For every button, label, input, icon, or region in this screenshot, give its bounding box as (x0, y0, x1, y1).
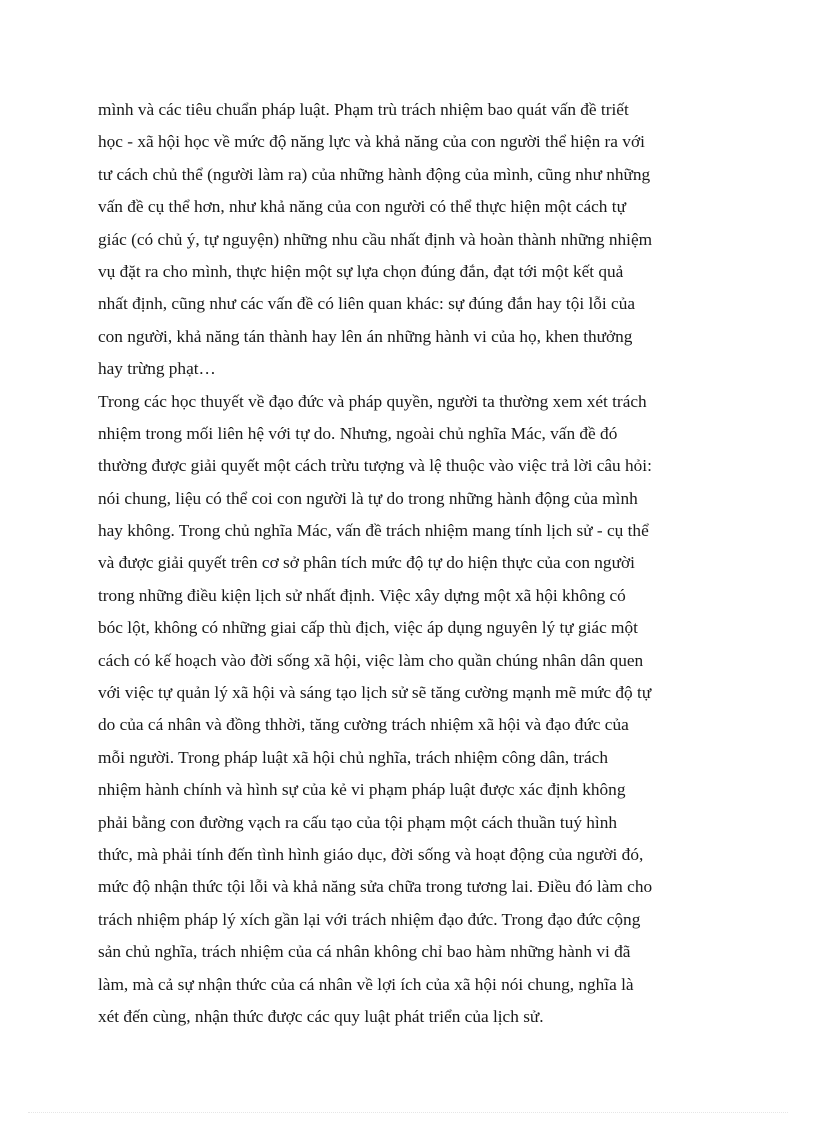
text-line: giác (có chủ ý, tự nguyện) những nhu cầu nhất định và hoàn thành những nhiệm (98, 229, 653, 249)
text-line: thức, mà phải tính đến tình hình giáo dục, đời sống và hoạt động của người đó, (98, 844, 644, 864)
text-line: thường được giải quyết một cách trừu tượng và lệ thuộc vào việc trả lời câu hỏi: (98, 456, 652, 476)
text-line: làm, mà cả sự nhận thức của cá nhân về lợi ích của xã hội nói chung, nghĩa là (98, 974, 634, 994)
paragraph-start-line: Trong các học thuyết về đạo đức và pháp quyền, người ta thường xem xét trách (98, 391, 647, 411)
text-line: hay trừng phạt… (98, 359, 216, 379)
text-line: phải bằng con đường vạch ra cấu tạo của tội phạm một cách thuần tuý hình (98, 812, 618, 832)
text-line: học - xã hội học về mức độ năng lực và khả năng của con người thể hiện ra với (98, 132, 645, 152)
text-line: nhiệm trong mối liên hệ với tự do. Nhưng, ngoài chủ nghĩa Mác, vấn đề đó (98, 423, 618, 443)
text-line: bóc lột, không có những giai cấp thù địch, việc áp dụng nguyên lý tự giác một (98, 618, 638, 638)
body-text (98, 94, 728, 1033)
text-line: sản chủ nghĩa, trách nhiệm của cá nhân không chỉ bao hàm những hành vi đã (98, 942, 631, 962)
text-line: hay không. Trong chủ nghĩa Mác, vấn đề trách nhiệm mang tính lịch sử - cụ thể (98, 521, 649, 541)
text-line: xét đến cùng, nhận thức được các quy luật phát triển của lịch sử. (98, 1006, 544, 1026)
text-line: nói chung, liệu có thể coi con người là tự do trong những hành động của mình (98, 488, 638, 508)
page-bottom-divider (28, 1112, 788, 1113)
text-line: do của cá nhân và đồng thhời, tăng cường trách nhiệm xã hội và đạo đức của (98, 715, 629, 735)
text-line: trách nhiệm pháp lý xích gần lại với trách nhiệm đạo đức. Trong đạo đức cộng (98, 909, 641, 929)
text-line: con người, khả năng tán thành hay lên án những hành vi của họ, khen thưởng (98, 326, 633, 346)
text-line: mình và các tiêu chuẩn pháp luật. Phạm trù trách nhiệm bao quát vấn đề triết (98, 100, 629, 119)
text-line: mỗi người. Trong pháp luật xã hội chủ nghĩa, trách nhiệm công dân, trách (98, 747, 608, 767)
text-line: tư cách chủ thể (người làm ra) của những hành động của mình, cũng như những (98, 164, 651, 184)
text-line: trong những điều kiện lịch sử nhất định. Việc xây dựng một xã hội không có (98, 585, 626, 605)
text-line: nhất định, cũng như các vấn đề có liên quan khác: sự đúng đắn hay tội lỗi của (98, 294, 636, 314)
text-line: mức độ nhận thức tội lỗi và khả năng sửa chữa trong tương lai. Điều đó làm cho (98, 877, 653, 897)
text-line: cách có kế hoạch vào đời sống xã hội, việc làm cho quần chúng nhân dân quen (98, 650, 644, 670)
text-line: vấn đề cụ thể hơn, như khả năng của con người có thể thực hiện một cách tự (98, 197, 626, 217)
text-line: và được giải quyết trên cơ sở phân tích mức độ tự do hiện thực của con người (98, 553, 635, 573)
text-line: vụ đặt ra cho mình, thực hiện một sự lựa chọn đúng đắn, đạt tới một kết quả (98, 261, 624, 281)
text-line: nhiệm hành chính và hình sự của kẻ vi phạm pháp luật được xác định không (98, 780, 626, 800)
text-line: với việc tự quản lý xã hội và sáng tạo lịch sử sẽ tăng cường mạnh mẽ mức độ tự (98, 683, 652, 703)
